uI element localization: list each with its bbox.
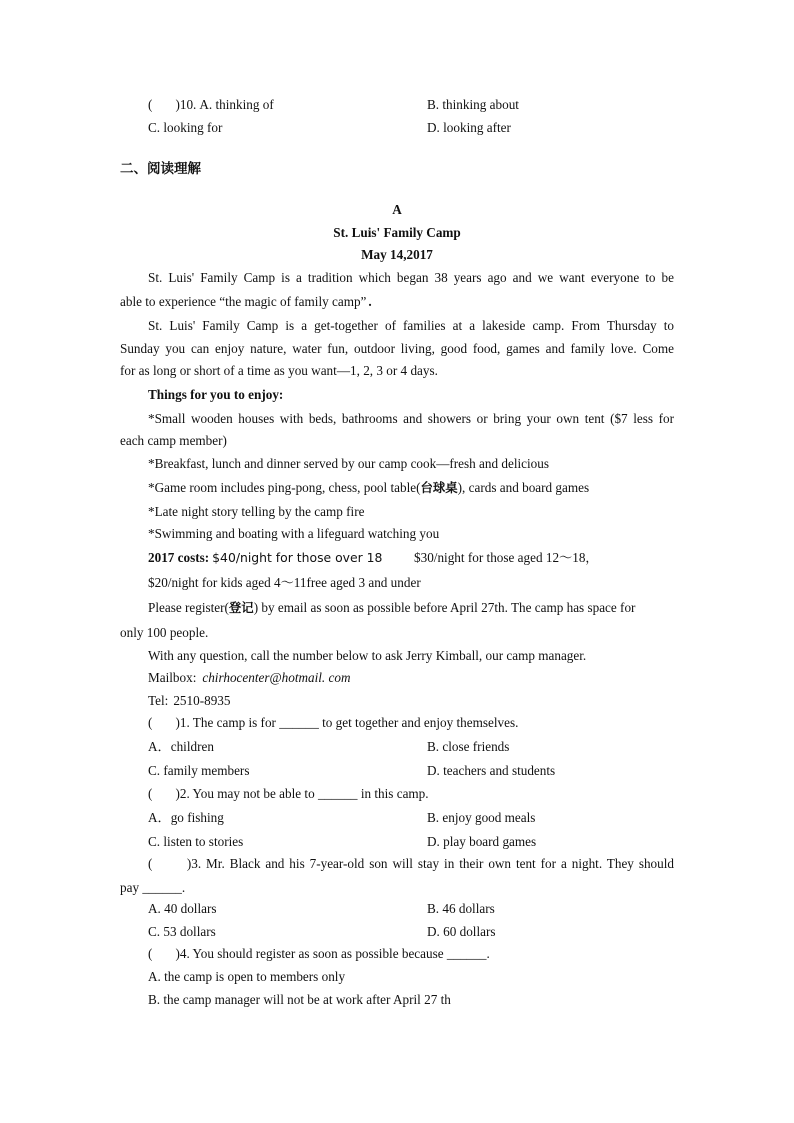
register-text-b: ) by email as soon as possible before April 27th. The camp has space for	[253, 600, 636, 615]
item-meals: *Breakfast, lunch and dinner served by our camp cook—fresh and delicious	[148, 456, 549, 471]
q3-option-b: B. 46 dollars	[427, 901, 495, 916]
passage-title: St. Luis' Family Camp	[333, 225, 461, 240]
q10-prefix: ( )10.	[148, 97, 197, 112]
q3-stem-line2: pay ______.	[120, 880, 186, 895]
q2-stem: ( )2. You may not be able to ______ in this camp.	[148, 786, 429, 801]
q2-option-b: B. enjoy good meals	[427, 810, 536, 825]
game-room-text-b: ), cards and board games	[457, 480, 590, 495]
cost-aged-12-18	[414, 550, 598, 566]
tel-number: 2510-8935	[173, 693, 231, 708]
q1-option-d: D. teachers and students	[427, 763, 556, 778]
p2-line2: Sunday you can enjoy nature, water fun, outdoor living, good food, games and family love. Come	[120, 341, 674, 356]
q3-option-c: C. 53 dollars	[148, 924, 216, 939]
mailbox-line	[148, 670, 351, 686]
register-text-a: Please register(	[148, 600, 229, 615]
costs-line1	[148, 550, 382, 566]
cost-aged-12-18-text: $30/night for those aged 12～18	[414, 550, 586, 565]
p1-line2	[120, 294, 372, 310]
passage-date: May 14,2017	[361, 247, 433, 262]
register-line1	[148, 600, 635, 616]
p2-line1: St. Luis' Family Camp is a get-together of families at a lakeside camp. From Thursday to	[148, 318, 674, 333]
register-cn: 登记	[228, 600, 254, 615]
cost-over-18: $40/night for those over 18	[212, 550, 383, 565]
tel-line	[148, 693, 230, 709]
p1-line1: St. Luis' Family Camp is a tradition which began 38 years ago and we want everyone to be	[148, 270, 674, 285]
q10-option-d: D. looking after	[427, 120, 511, 135]
item-game-room	[148, 480, 589, 496]
q4-option-b: B. the camp manager will not be at work after April 27 th	[148, 992, 451, 1007]
section-heading: 二、阅读理解	[120, 161, 201, 177]
q10-option-b: B. thinking about	[427, 97, 519, 112]
game-room-cn: 台球桌	[420, 480, 458, 495]
things-heading: Things for you to enjoy:	[148, 387, 284, 402]
contact-question: With any question, call the number below to ask Jerry Kimball, our camp manager.	[148, 648, 587, 663]
p1-line2-end: .	[368, 294, 372, 309]
register-line2: only 100 people.	[120, 625, 209, 640]
mailbox-label: Mailbox:	[148, 670, 197, 685]
q3-option-d: D. 60 dollars	[427, 924, 496, 939]
q10-option-c: C. looking for	[148, 120, 223, 135]
passage-label: A	[392, 202, 402, 217]
tel-label: Tel:	[148, 693, 169, 708]
mailbox-address: chirhocenter@hotmail. com	[202, 670, 351, 685]
q1-stem: ( )1. The camp is for ______ to get together and enjoy themselves.	[148, 715, 519, 730]
q10-option-a: A. thinking of	[199, 97, 274, 112]
q2-option-a: A．go fishing	[148, 810, 224, 825]
p2-line3: for as long or short of a time as you want—1, 2, 3 or 4 days.	[120, 363, 438, 378]
q1-option-a: A．children	[148, 739, 214, 754]
game-room-text-a: *Game room includes ping-pong, chess, pool table(	[148, 480, 421, 495]
q10-stem	[148, 97, 274, 113]
cost-kids: $20/night for kids aged 4～11free aged 3 and under	[148, 575, 421, 590]
item-houses-line1: *Small wooden houses with beds, bathrooms and showers or bring your own tent ($7 less for	[148, 411, 674, 426]
q4-stem: ( )4. You should register as soon as possible because ______.	[148, 946, 490, 961]
q2-option-c: C. listen to stories	[148, 834, 244, 849]
q4-option-a: A. the camp is open to members only	[148, 969, 346, 984]
costs-label: 2017 costs:	[148, 550, 210, 565]
q3-option-a: A. 40 dollars	[148, 901, 217, 916]
item-houses-line2: each camp member)	[120, 433, 227, 448]
p1-line2-text: able to experience “the magic of family camp”	[120, 294, 367, 309]
cost-aged-12-18-end: ，	[585, 550, 598, 565]
item-stories: *Late night story telling by the camp fire	[148, 504, 365, 519]
item-swimming: *Swimming and boating with a lifeguard watching you	[148, 526, 440, 541]
q1-option-b: B. close friends	[427, 739, 510, 754]
q1-option-c: C. family members	[148, 763, 250, 778]
q2-option-d: D. play board games	[427, 834, 537, 849]
q3-stem-line1: ( )3. Mr. Black and his 7-year-old son will stay in their own tent for a night. They should	[148, 856, 674, 871]
